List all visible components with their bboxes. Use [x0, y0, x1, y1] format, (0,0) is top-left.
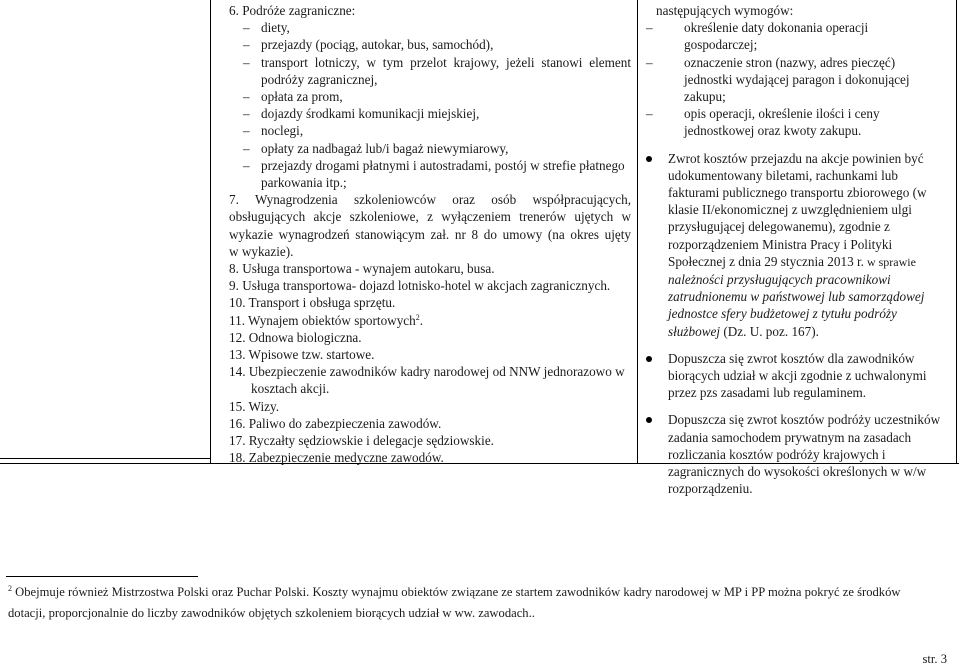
list-item: – noclegi, — [243, 123, 304, 139]
list-item: – dojazdy środkami komunikacji miejskiej, — [243, 106, 480, 122]
list-item-continuation: podróży zagranicznej, — [261, 71, 378, 87]
bullet-athletes-reimbursement: Dopuszcza się zwrot kosztów dla zawodników biorących udział w akcji zgodnie z uchwalonymi przez pzs zasadami lub regulaminem. — [642, 350, 952, 402]
item-11: 11. Wynajem obiektów sportowych$^2$. — [229, 312, 424, 328]
requirement-continuation: zakupu; — [684, 89, 726, 105]
item-7-line: wykazie wynagrodzeń stanowiącym zał. nr 8 do umowy (na okres ujęty — [229, 226, 631, 242]
table-border-right — [956, 0, 957, 464]
page-number: str. 3 — [922, 652, 947, 666]
item-18: 18. Zabezpieczenie medyczne zawodów. — [229, 450, 444, 466]
item-16: 16. Paliwo do zabezpieczenia zawodów. — [229, 415, 442, 431]
requirement-item: – oznaczenie stron (nazwy, adres pieczęć) — [646, 54, 896, 70]
table-border-left — [210, 0, 211, 464]
list-item-continuation: parkowania itp.; — [261, 175, 347, 191]
item-13: 13. Wpisowe tzw. startowe. — [229, 347, 375, 363]
item-7-line: 7. Wynagrodzenia szkoleniowców oraz osób współpracujących, — [229, 192, 631, 208]
item-9: 9. Usługa transportowa- dojazd lotnisko-hotel w akcjach zagranicznych. — [229, 278, 611, 294]
requirements-intro: następujących wymogów: — [656, 3, 794, 18]
list-item: – transport lotniczy, w tym przelot krajowy, jeżeli stanowi element — [243, 54, 631, 70]
item-15: 15. Wizy. — [229, 398, 280, 414]
table-border-mid — [637, 0, 638, 464]
list-item: – opłata za prom, — [243, 89, 343, 105]
list-item: – diety, — [243, 20, 290, 36]
item-14-continuation: kosztach akcji. — [251, 381, 330, 397]
bullet-private-car-reimbursement: Dopuszcza się zwrot kosztów podróży uczestników zadania samochodem prywatnym na zasadach rozliczania kosztów podróży krajowych i zagranicznych do wysokości określonych w w/w rozporządzeniu. — [642, 411, 952, 497]
right-column — [642, 0, 952, 497]
footnote-ref: 2 — [415, 312, 420, 322]
footnote-marker: 2 — [8, 584, 12, 593]
footnote-separator — [6, 576, 198, 577]
requirement-continuation: jednostkowej oraz kwoty zakupu. — [684, 123, 862, 139]
requirement-continuation: jednostki wydającej paragon i dokonującej — [684, 71, 910, 87]
item-17: 17. Ryczałty sędziowskie i delegacje sędziowskie. — [229, 433, 494, 449]
item-7-line: obsługujących akcje szkoleniowe, z wyłączeniem trenerów ujętych w — [229, 209, 631, 225]
item-7-line: w wykazie). — [229, 243, 294, 259]
footnote: $^2$ Obejmuje również Mistrzostwa Polski oraz Puchar Polski. Koszty wynajmu obiektów związane ze startem zawodników kadry narodowej w MP i PP można pokryć ze środków dotacji, proporcjonalnie do liczby zawodników objętych szkoleniem biorących udział w ww. zawodach.. — [8, 584, 901, 620]
table-border-bottom-inner — [0, 458, 210, 459]
item-10: 10. Transport i obsługa sprzętu. — [229, 295, 396, 311]
item-14: 14. Ubezpieczenie zawodników kadry narodowej od NNW jednorazowo w — [229, 364, 625, 380]
requirement-item: – określenie daty dokonania operacji — [646, 20, 869, 36]
item-8: 8. Usługa transportowa - wynajem autokaru, busa. — [229, 261, 495, 277]
list-item: – opłaty za nadbagaż lub/i bagaż niewymiarowy, — [243, 140, 509, 156]
list-item: – przejazdy drogami płatnymi i autostradami, postój w strefie płatnego — [243, 157, 625, 173]
item-12: 12. Odnowa biologiczna. — [229, 329, 362, 345]
requirement-continuation: gospodarczej; — [684, 37, 758, 53]
list-item: – przejazdy (pociąg, autokar, bus, samochód), — [243, 37, 494, 53]
bullet-icon — [646, 417, 652, 423]
middle-column — [217, 0, 631, 466]
bullet-icon — [646, 356, 652, 362]
requirement-item: – opis operacji, określenie ilości i ceny — [646, 106, 880, 122]
bullet-travel-cost-reimbursement: Zwrot kosztów przejazdu na akcje powinien być udokumentowany biletami, rachunkami lub fakturami publicznego transportu zbiorowego (w klasie II/ekonomicznej z uwzględnieniem ulgi przysługującej delegowanemu), zgodnie z rozporządzeniem Ministra Pracy i Polityki Społecznej z dnia 29 stycznia 2013 r. w sprawie należności przysługujących pracownikowi zatrudnionemu w państwowej lub samorządowej jednostce sfery budżetowej z tytułu podróży służbowej (Dz. U. poz. 167). — [642, 150, 952, 340]
section-6-heading: 6. Podróże zagraniczne: — [229, 3, 356, 18]
bullet-icon — [646, 156, 652, 162]
